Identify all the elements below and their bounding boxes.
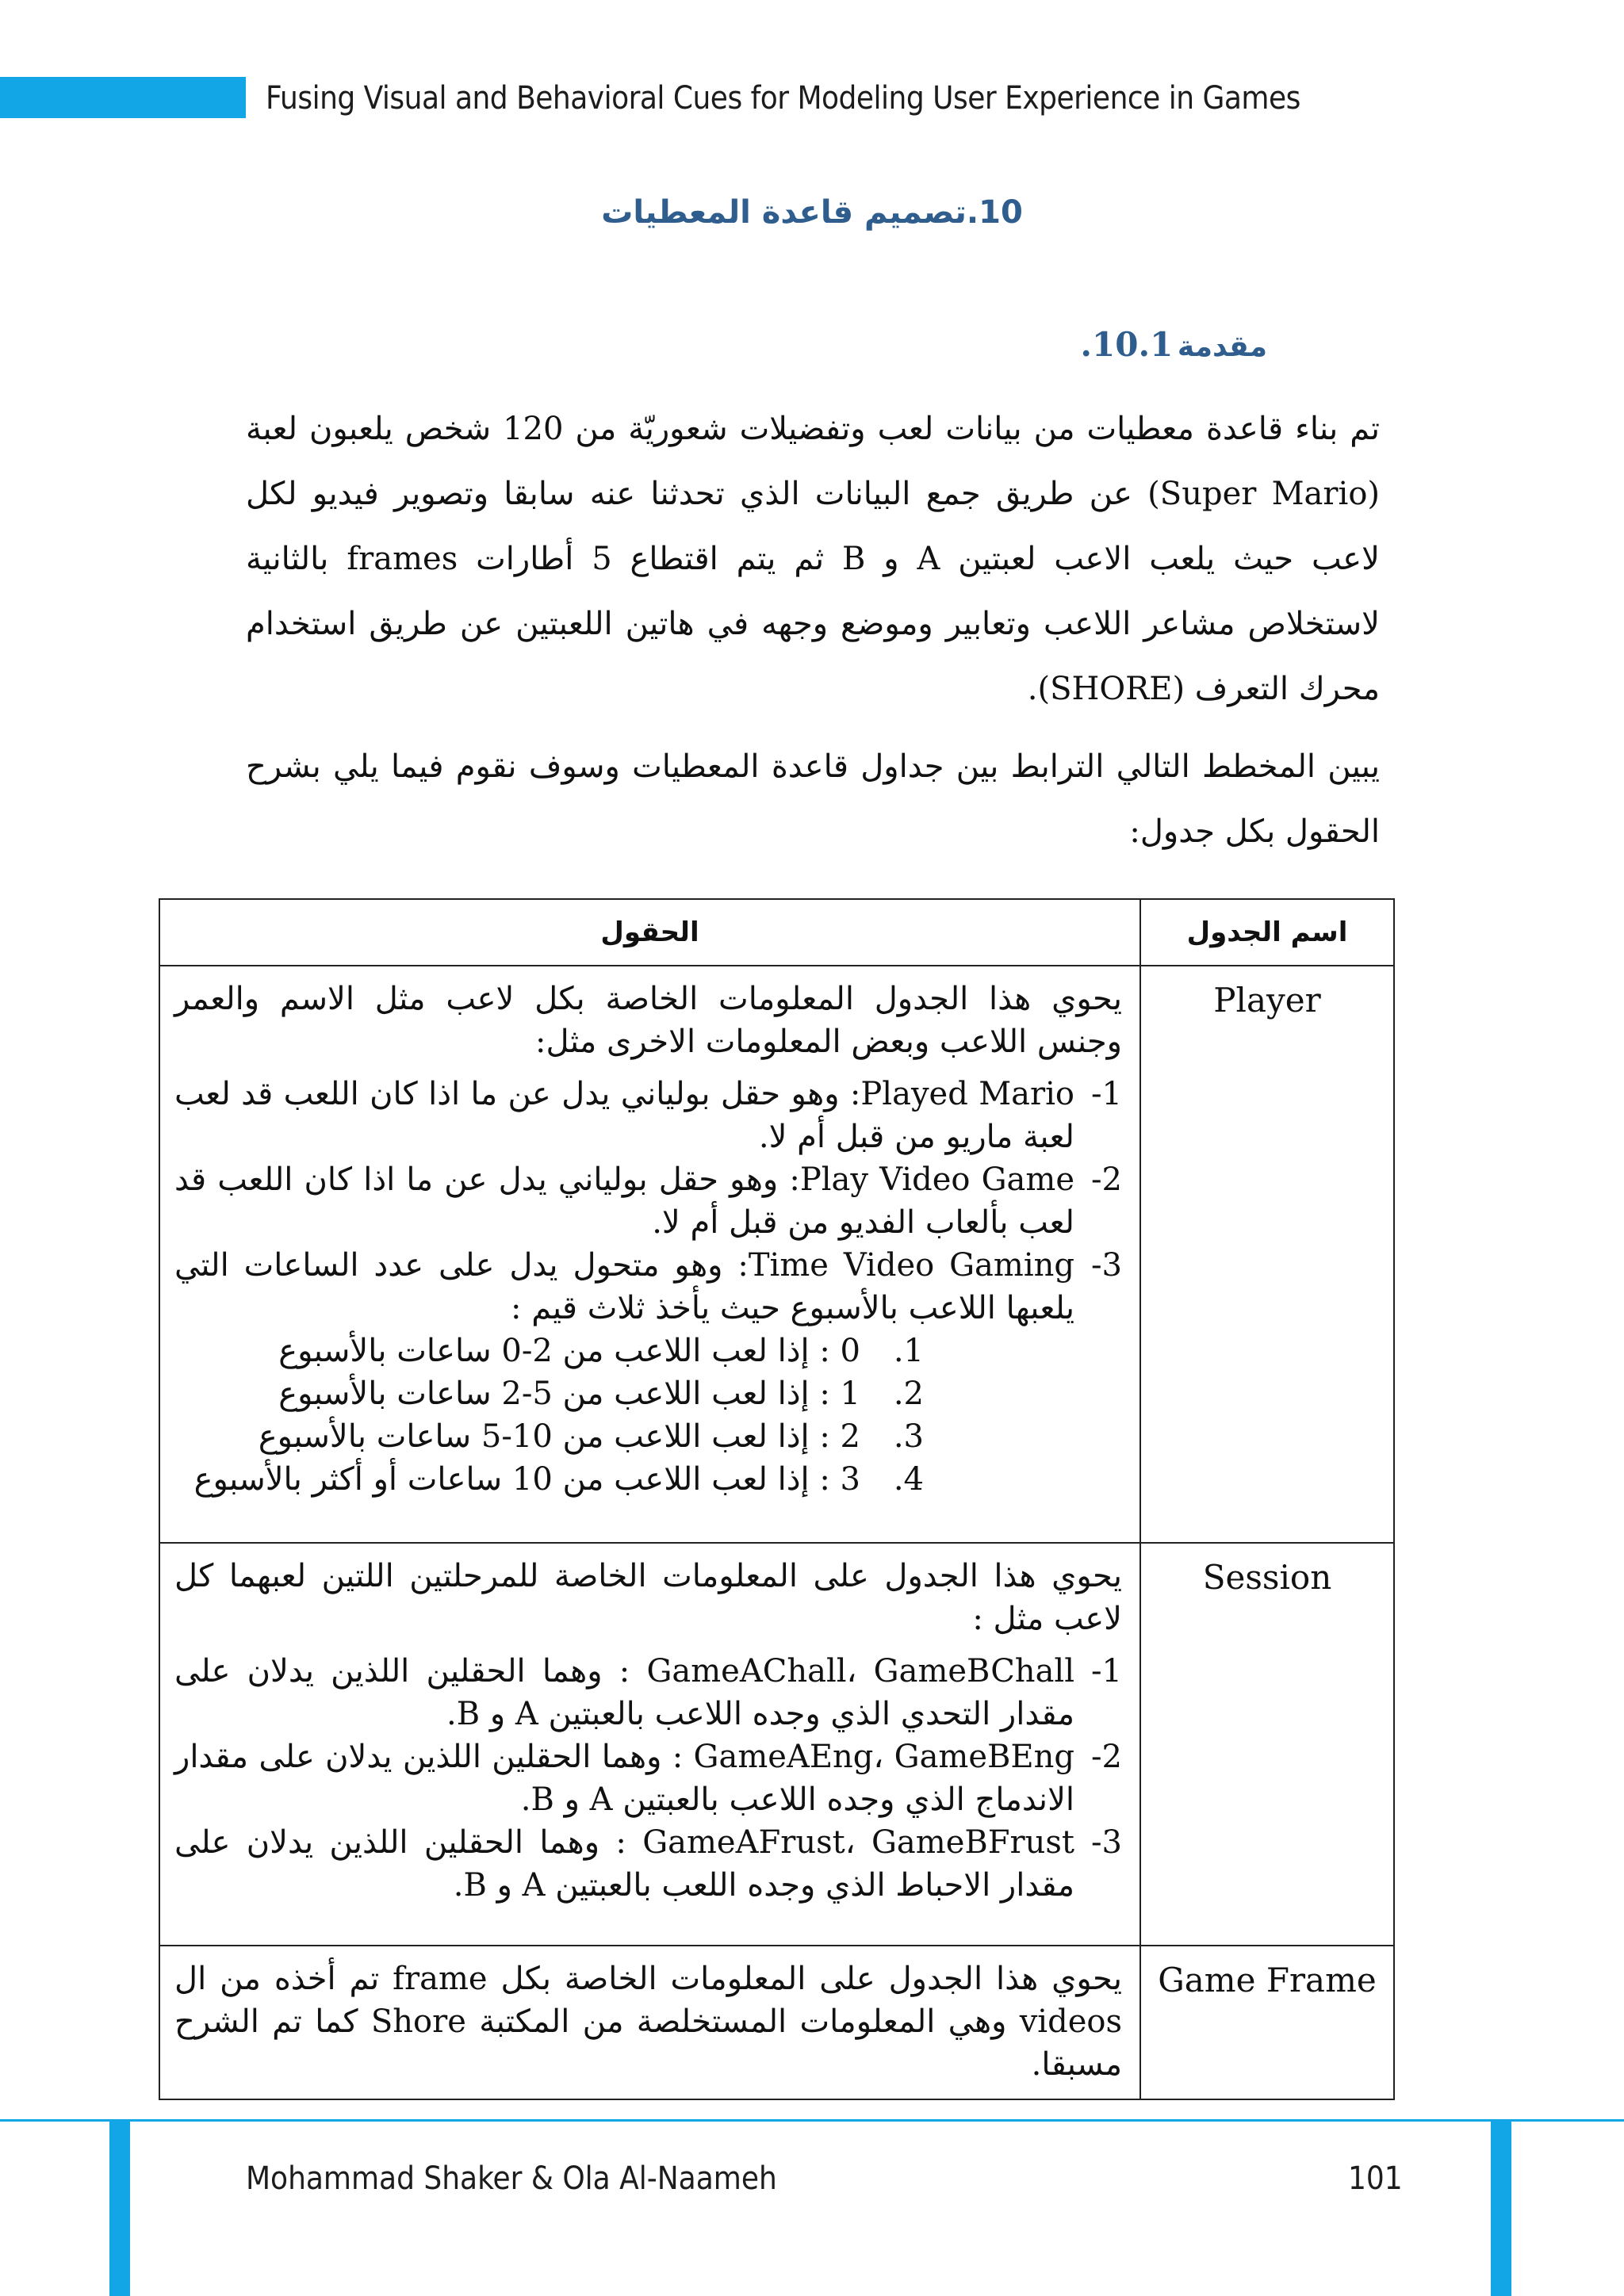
list-text: Time Video Gaming: وهو متحول يدل على عدد الساعات التي يلعبها اللاعب بالأسبوع حيث يأخذ ثلاث قيم : <box>174 1247 1074 1326</box>
subsection-number: 10.1. <box>1080 325 1174 364</box>
row-fields <box>159 1543 1140 1946</box>
row-name: Session <box>1140 1543 1394 1946</box>
list-item <box>174 1821 1122 1907</box>
value-list <box>174 1330 1122 1501</box>
row-fields <box>159 966 1140 1543</box>
footer-right-accent <box>1491 2122 1511 2296</box>
tables-description-table <box>159 898 1395 2100</box>
table-header-row <box>159 899 1394 966</box>
list-marker: 2- <box>1091 1739 1122 1775</box>
list-item <box>174 1244 1122 1330</box>
header-accent-bar <box>0 77 246 118</box>
running-title: Fusing Visual and Behavioral Cues for Modeling User Experience in Games <box>266 80 1300 117</box>
table-row <box>159 1946 1394 2099</box>
list-text: Play Video Game: وهو حقل بولياني يدل عن ما اذا كان اللعب قد لعب بألعاب الفديو من قبل أم لا. <box>174 1161 1074 1241</box>
field-list <box>174 1650 1122 1907</box>
list-item <box>174 1158 1122 1244</box>
list-item <box>174 1415 924 1458</box>
list-item <box>174 1372 924 1415</box>
list-text: Played Mario: وهو حقل بولياني يدل عن ما اذا كان اللعب قد لعب لعبة ماريو من قبل أم لا. <box>174 1076 1074 1155</box>
list-item <box>174 1650 1122 1735</box>
row-intro: يحوي هذا الجدول المعلومات الخاصة بكل لاعب مثل الاسم والعمر وجنس اللاعب وبعض المعلومات الاخرى مثل: <box>174 981 1122 1060</box>
list-item <box>174 1330 924 1372</box>
row-intro: يحوي هذا الجدول على المعلومات الخاصة للمرحلتين اللتين لعبهما كل لاعب مثل : <box>174 1558 1122 1637</box>
row-name: Player <box>1140 966 1394 1543</box>
row-intro: يحوي هذا الجدول على المعلومات الخاصة بكل frame تم أخذه من ال videos وهي المعلومات المستخلصة من المكتبة Shore كما تم الشرح مسبقا. <box>174 1961 1122 2083</box>
list-marker: 2. <box>893 1376 924 1412</box>
subsection-heading <box>1080 325 1331 364</box>
list-marker: 4. <box>893 1461 924 1498</box>
list-marker: 3- <box>1091 1247 1122 1284</box>
list-text: GameAFrust، GameBFrust : وهما الحقلين اللذين يدلان على مقدار الاحباط الذي وجده اللعب بالعبتين A و B. <box>174 1824 1075 1904</box>
list-text: GameAEng، GameBEng : وهما الحقلين اللذين يدلان على مقدار الاندماج الذي وجده اللاعب بالعبتين A و B. <box>174 1739 1074 1818</box>
list-marker: 1- <box>1091 1076 1122 1112</box>
row-fields <box>159 1946 1140 2099</box>
header-fields: الحقول <box>159 899 1140 966</box>
row-name: Game Frame <box>1140 1946 1394 2099</box>
header-table-name: اسم الجدول <box>1140 899 1394 966</box>
list-item <box>174 1735 1122 1821</box>
list-marker: 1- <box>1091 1653 1122 1689</box>
list-text: 1 : إذا لعب اللاعب من 5-2 ساعات بالأسبوع <box>278 1376 860 1412</box>
subsection-title: مقدمة <box>1177 331 1267 363</box>
list-text: 2 : إذا لعب اللاعب من 10-5 ساعات بالأسبوع <box>258 1418 860 1455</box>
section-title: 10.تصميم قاعدة المعطيات <box>601 194 1023 231</box>
list-item <box>174 1073 1122 1158</box>
list-text: 0 : إذا لعب اللاعب من 2-0 ساعات بالأسبوع <box>278 1333 860 1369</box>
footer-authors: Mohammad Shaker & Ola Al-Naameh <box>246 2160 777 2197</box>
page-number: 101 <box>1348 2160 1403 2197</box>
field-list <box>174 1073 1122 1330</box>
list-marker: 3- <box>1091 1824 1122 1861</box>
table-row <box>159 966 1394 1543</box>
list-marker: 1. <box>893 1333 924 1369</box>
footer-left-accent <box>109 2122 130 2296</box>
footer-rule <box>0 2119 1624 2122</box>
list-text: GameAChall، GameBChall : وهما الحقلين اللذين يدلان على مقدار التحدي الذي وجده اللاعب بالعبتين A و B. <box>174 1653 1074 1732</box>
intro-paragraph: تم بناء قاعدة معطيات من بيانات لعب وتفضيلات شعوريّة من 120 شخص يلعبون لعبة (Super Mario) عن طريق جمع البيانات الذي تحدثنا عنه سابقا وتصوير فيديو لكل لاعب حيث يلعب الاعب لعبتين A و B ثم يتم اقتطاع 5 أطارات frames بالثانية لاستخلاص مشاعر اللاعب وتعابير وموضع وجهه في هاتين اللعبتين عن طريق استخدام محرك التعرف (SHORE). <box>246 411 1381 707</box>
list-item <box>174 1458 924 1501</box>
list-marker: 2- <box>1091 1161 1122 1198</box>
table-row <box>159 1543 1394 1946</box>
list-text: 3 : إذا لعب اللاعب من 10 ساعات أو أكثر بالأسبوع <box>193 1461 860 1498</box>
diagram-paragraph: يبين المخطط التالي الترابط بين جداول قاعدة المعطيات وسوف نقوم فيما يلي بشرح الحقول بكل جدول: <box>246 748 1380 850</box>
list-marker: 3. <box>893 1418 924 1455</box>
